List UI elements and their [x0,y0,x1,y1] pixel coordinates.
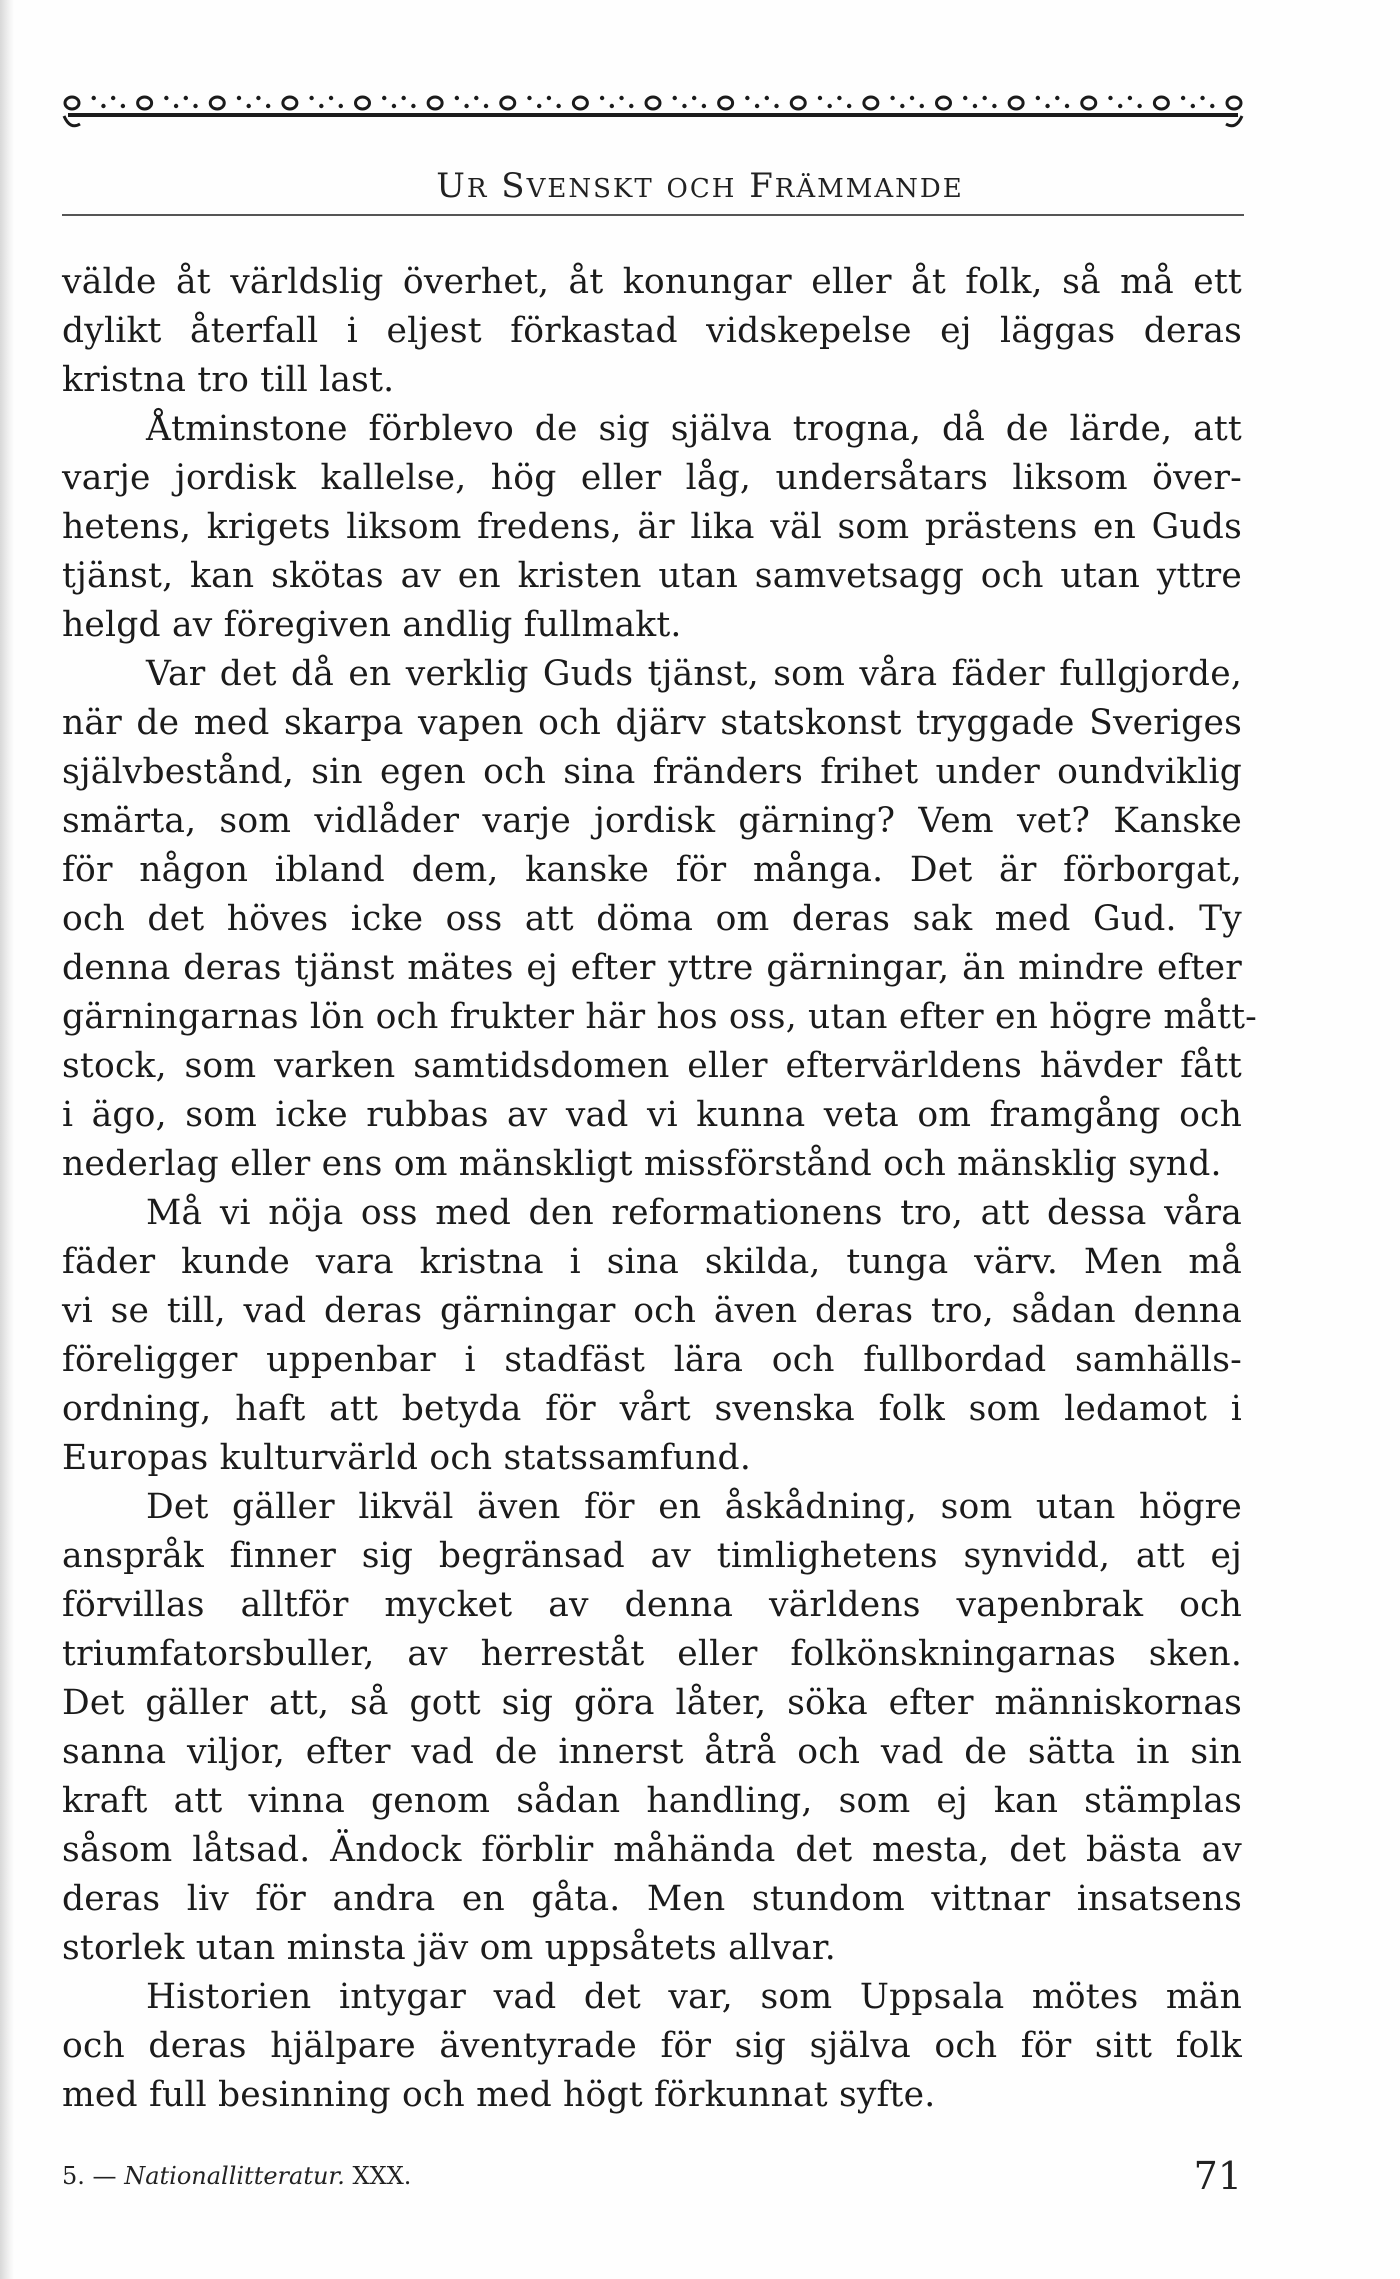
binding-edge [0,0,14,2279]
ornament-ring [501,97,515,109]
ornament-ring [791,97,805,109]
ornament-ring [1154,97,1168,109]
text-line: välde åt världslig överhet, åt konungar eller åt folk, så må ett [62,262,1242,302]
ornament-dot [1191,104,1195,108]
ornament-dot [692,96,696,100]
ornament-corner [64,116,80,126]
ornament-dot [184,96,188,100]
ornament-dot [121,104,125,108]
text-line: med full besinning och med högt förkunnat syfte. [62,2075,936,2115]
ornament-dot [1137,104,1141,108]
signature-series: Nationallitteratur. [124,2162,345,2190]
running-head-word: FRÄMMANDE [749,166,964,206]
ornament-ring [1082,97,1096,109]
text-line: och deras hjälpare äventyrade för sig själva och för sitt folk [62,2026,1242,2066]
text-line: Det gäller att, så gott sig göra låter, söka efter människornas [62,1683,1242,1723]
ornament-dot [992,104,996,108]
ornament-dot [527,96,531,100]
ornament-ring [283,97,297,109]
text-line: stock, som varken samtidsdomen eller eftervärldens hävder fått [62,1046,1242,1086]
ornament-dot [392,104,396,108]
ornament-dot [411,104,415,108]
ornament-dot [619,96,623,100]
ornament-dot [629,104,633,108]
text-line: anspråk finner sig begränsad av timlighetens synvidd, att ej [62,1536,1242,1576]
ornament-dot [1036,96,1040,100]
ornament-dot [1065,104,1069,108]
text-line: varje jordisk kallelse, hög eller låg, undersåtars liksom över- [62,458,1242,498]
ornament-dot [818,96,822,100]
ornament-dot [247,104,251,108]
ornament-dot [847,104,851,108]
ornament-dot [464,104,468,108]
ornament-dot [92,96,96,100]
body-text [62,258,1258,2120]
ornament-dot [682,104,686,108]
ornament-dot [193,104,197,108]
text-line: denna deras tjänst mätes ej efter yttre gärningar, än mindre efter [62,948,1242,988]
ornament-dot [610,104,614,108]
text-line: helgd av föregiven andlig fullmakt. [62,605,682,645]
ornament-dot [920,104,924,108]
text-line: triumfatorsbuller, av herreståt eller folkönskningarnas sken. [62,1634,1242,1674]
header-ornament [62,86,1244,132]
running-head-word: UR [436,166,489,206]
text-line: Må vi nöja oss med den reformationens tro, att dessa våra [146,1193,1242,1233]
ornament-dot [1118,104,1122,108]
text-line: kraft att vinna genom sådan handling, som ej kan stämplas [62,1781,1242,1821]
text-line: såsom låtsad. Ändock förblir måhända det mesta, det bästa av [62,1830,1242,1870]
ornament-dot [537,104,541,108]
text-line: Var det då en verklig Guds tjänst, som våra fäder fullgjorde, [146,654,1242,694]
ornament-dot [837,96,841,100]
ornament-dot [890,96,894,100]
text-line: Det gäller likväl även för en åskådning, som utan högre [146,1487,1242,1527]
ornament-dot [900,104,904,108]
ornament-dot [745,96,749,100]
signature-dash: — [92,2162,117,2190]
ornament-ring [1227,97,1241,109]
ornament-dot [256,96,260,100]
printer-signature [62,2162,411,2190]
text-line: för någon ibland dem, kanske för många. Det är förborgat, [62,850,1242,890]
ornament-dot [556,104,560,108]
page-number: 71 [1193,2154,1242,2198]
signature-number: 5. [62,2162,85,2190]
ornament-dot [1045,104,1049,108]
ornament-dot [319,104,323,108]
ornament-rule [68,113,1238,117]
ornament-ring [573,97,587,109]
ornament-dot [1210,104,1214,108]
text-line: ordning, haft att betyda för vårt svenska folk som ledamot i [62,1389,1242,1429]
text-line: hetens, krigets liksom fredens, är lika väl som prästens en Guds [62,507,1242,547]
text-line: fäder kunde vara kristna i sina skilda, tunga värv. Men må [62,1242,1242,1282]
ornament-dot [547,96,551,100]
running-head-word: OCH [666,174,737,204]
ornament-dot [774,104,778,108]
ornament-dot [266,104,270,108]
ornament-dot [237,96,241,100]
ornament-ring [138,97,152,109]
text-line: sanna viljor, efter vad de innerst åtrå och vad de sätta in sin [62,1732,1242,1772]
text-line: Åtminstone förblevo de sig själva trogna, då de lärde, att [146,409,1242,449]
ornament-ring [719,97,733,109]
ornament-dot [755,104,759,108]
ornament-dot [164,96,168,100]
ornament-dot [382,96,386,100]
text-line: i ägo, som icke rubbas av vad vi kunna veta om framgång och [62,1095,1242,1135]
page-footer [62,2154,1242,2224]
dotted-chain-ornament-icon [62,86,1244,132]
ornament-dot [1128,96,1132,100]
text-line: förvillas alltför mycket av denna världens vapenbrak och [62,1585,1242,1625]
ornament-dot [309,96,313,100]
running-head [0,166,1400,206]
ornament-ring [65,97,79,109]
text-line: Europas kulturvärld och statssamfund. [62,1438,751,1478]
ornament-dot [101,104,105,108]
ornament-dot [765,96,769,100]
ornament-ring [646,97,660,109]
text-line: kristna tro till last. [62,360,395,400]
ornament-corner [1226,116,1242,126]
text-line: nederlag eller ens om mänskligt missförstånd och mänsklig synd. [62,1144,1222,1184]
running-head-rule [62,214,1244,216]
ornament-dot [339,104,343,108]
signature-volume: XXX. [352,2162,412,2190]
text-line: dylikt återfall i eljest förkastad vidskepelse ej läggas deras [62,311,1242,351]
text-line: föreligger uppenbar i stadfäst lära och fullbordad samhälls- [62,1340,1242,1380]
text-line: gärningarnas lön och frukter här hos oss, utan efter en högre mått- [62,997,1258,1037]
ornament-dot [329,96,333,100]
text-line: självbestånd, sin egen och sina fränders frihet under oundviklig [62,752,1242,792]
ornament-ring [937,97,951,109]
ornament-dot [963,96,967,100]
ornament-dot [1200,96,1204,100]
ornament-ring [428,97,442,109]
text-line: tjänst, kan skötas av en kristen utan samvetsagg och utan yttre [62,556,1242,596]
ornament-dot [474,96,478,100]
text-line: när de med skarpa vapen och djärv statskonst tryggade Sveriges [62,703,1242,743]
ornament-ring [1009,97,1023,109]
ornament-dot [600,96,604,100]
ornament-dot [828,104,832,108]
text-line: och det höves icke oss att döma om deras sak med Gud. Ty [62,899,1242,939]
ornament-ring [210,97,224,109]
ornament-dot [1181,96,1185,100]
ornament-ring [356,97,370,109]
text-line: vi se till, vad deras gärningar och även deras tro, sådan denna [62,1291,1242,1331]
text-line: Historien intygar vad det var, som Uppsala mötes män [146,1977,1242,2017]
ornament-dot [982,96,986,100]
running-head-word: SVENSKT [501,166,654,206]
ornament-dot [401,96,405,100]
ornament-dot [111,96,115,100]
ornament-dot [702,104,706,108]
ornament-dot [673,96,677,100]
ornament-dot [1055,96,1059,100]
ornament-ring [864,97,878,109]
text-line: storlek utan minsta jäv om uppsåtets allvar. [62,1928,836,1968]
ornament-dot [973,104,977,108]
ornament-dot [174,104,178,108]
text-line: deras liv för andra en gåta. Men stundom vittnar insatsens [62,1879,1242,1919]
text-line: smärta, som vidlåder varje jordisk gärning? Vem vet? Kanske [62,801,1242,841]
ornament-dot [1108,96,1112,100]
ornament-dot [484,104,488,108]
ornament-dot [910,96,914,100]
ornament-dot [455,96,459,100]
